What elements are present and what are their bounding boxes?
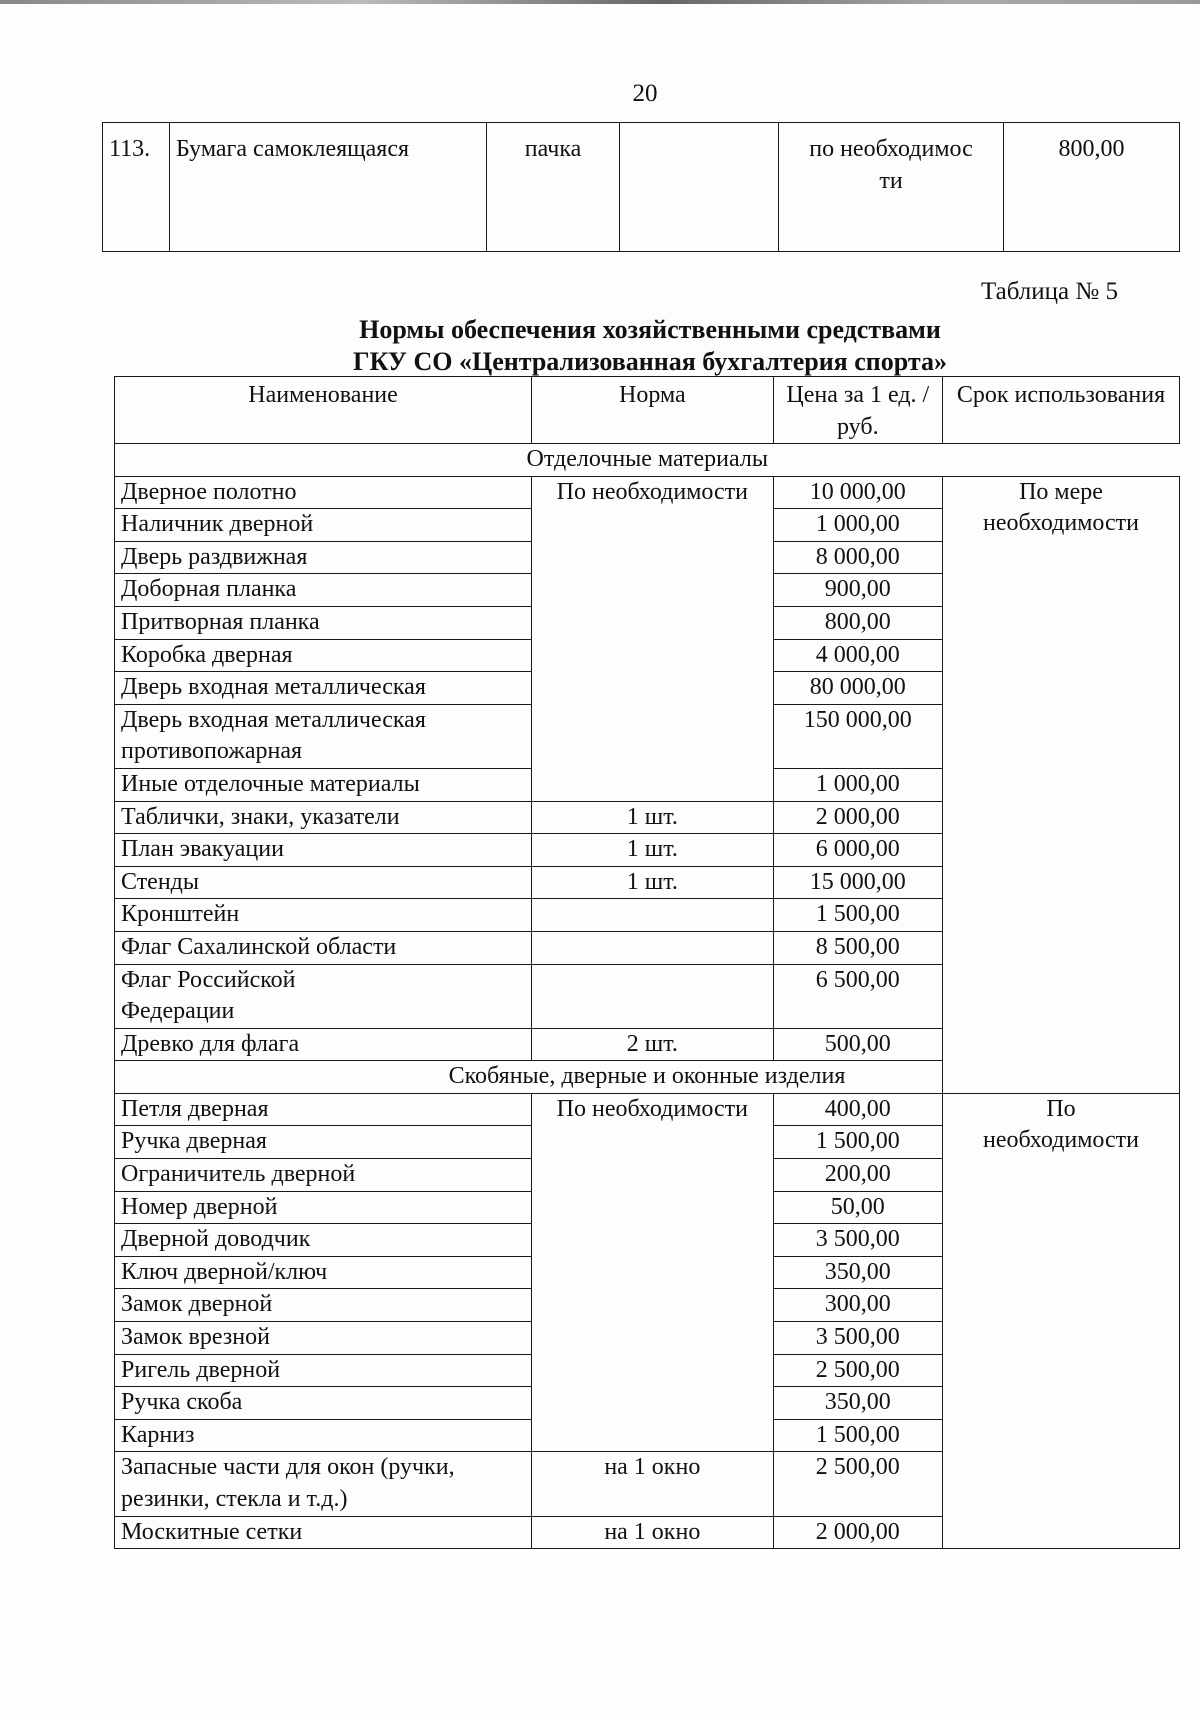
header-norm: Норма <box>532 377 774 444</box>
item-name: Ручка скоба <box>115 1387 532 1420</box>
item-price: 150 000,00 <box>773 704 942 768</box>
item-name: Доборная планка <box>115 574 532 607</box>
item-norm: 1 шт. <box>532 834 774 867</box>
item-price: 800,00 <box>773 606 942 639</box>
item-name: Дверь входная металлическая <box>115 672 532 705</box>
item-price: 6 500,00 <box>773 964 942 1028</box>
item-norm: По необходимости <box>532 476 774 801</box>
item-name: Номер дверной <box>115 1191 532 1224</box>
item-name: Таблички, знаки, указатели <box>115 801 532 834</box>
section-term: По необходимости <box>943 1093 1180 1548</box>
item-name: Флаг Сахалинской области <box>115 931 532 964</box>
section-header <box>115 1061 1180 1094</box>
item-price: 3 500,00 <box>773 1224 942 1257</box>
header-price: Цена за 1 ед. / руб. <box>773 377 942 444</box>
item-price: 500,00 <box>773 1028 942 1061</box>
item-name: Коробка дверная <box>115 639 532 672</box>
item-price: 6 000,00 <box>773 834 942 867</box>
section-title: Отделочные материалы <box>115 444 1180 477</box>
item-norm <box>532 931 774 964</box>
item-name: Москитные сетки <box>115 1516 532 1549</box>
item-norm: 2 шт. <box>532 1028 774 1061</box>
header-name: Наименование <box>115 377 532 444</box>
item-price: 350,00 <box>773 1387 942 1420</box>
item-norm: 1 шт. <box>532 866 774 899</box>
item-name: Дверь раздвижная <box>115 541 532 574</box>
item-price: 4 000,00 <box>773 639 942 672</box>
item-name: План эвакуации <box>115 834 532 867</box>
item-norm: на 1 окно <box>532 1516 774 1549</box>
item-name: Ограничитель дверной <box>115 1159 532 1192</box>
item-price: 400,00 <box>773 1093 942 1126</box>
item-name: Наличник дверной <box>115 509 532 542</box>
item-name: Дверь входная металлическая противопожарная <box>115 704 532 768</box>
header-term: Срок использования <box>943 377 1180 444</box>
item-name: Дверное полотно <box>115 476 532 509</box>
item-name: Флаг Российской Федерации <box>115 964 532 1028</box>
item-norm: По необходимости <box>532 1093 774 1452</box>
item-price: 2 500,00 <box>773 1452 942 1516</box>
item-price: 10 000,00 <box>773 476 942 509</box>
table-caption: Таблица № 5 <box>980 278 1118 305</box>
item-name: Иные отделочные материалы <box>115 768 532 801</box>
table-row <box>115 1093 1180 1126</box>
item-price: 50,00 <box>773 1191 942 1224</box>
item-price: 15 000,00 <box>773 866 942 899</box>
item-price: 2 000,00 <box>773 1516 942 1549</box>
item-name: Ручка дверная <box>115 1126 532 1159</box>
item-unit: пачка <box>487 123 620 252</box>
page-number: 20 <box>632 80 658 107</box>
item-price: 8 000,00 <box>773 541 942 574</box>
table-header-row <box>115 377 1180 444</box>
item-norm: 1 шт. <box>532 801 774 834</box>
row-number: 113. <box>103 123 170 252</box>
table-title-line-2: ГКУ СО «Централизованная бухгалтерия спорта» <box>353 347 947 376</box>
section-header <box>115 444 1180 477</box>
item-name: Петля дверная <box>115 1093 532 1126</box>
item-name: Притворная планка <box>115 606 532 639</box>
item-norm: по необходимос ти <box>779 123 1004 252</box>
item-price: 1 500,00 <box>773 899 942 932</box>
item-name: Ключ дверной/ключ <box>115 1256 532 1289</box>
item-price: 1 500,00 <box>773 1419 942 1452</box>
item-norm <box>532 899 774 932</box>
table-row <box>103 123 1180 252</box>
section-term: По мере необходимости <box>943 476 1180 1093</box>
table-title-line-1: Нормы обеспечения хозяйственными средствами <box>359 315 941 344</box>
item-price: 2 500,00 <box>773 1354 942 1387</box>
item-name: Запасные части для окон (ручки, резинки, стекла и т.д.) <box>115 1452 532 1516</box>
item-name: Ригель дверной <box>115 1354 532 1387</box>
item-norm <box>532 964 774 1028</box>
item-price: 8 500,00 <box>773 931 942 964</box>
item-price: 1 000,00 <box>773 768 942 801</box>
item-price: 350,00 <box>773 1256 942 1289</box>
item-price: 200,00 <box>773 1159 942 1192</box>
item-name: Кронштейн <box>115 899 532 932</box>
item-price: 1 500,00 <box>773 1126 942 1159</box>
continuation-table <box>102 122 1180 252</box>
norms-table <box>114 376 1180 1549</box>
table-row <box>115 476 1180 509</box>
item-price: 1 000,00 <box>773 509 942 542</box>
item-name: Бумага самоклеящаяся <box>170 123 487 252</box>
item-price: 800,00 <box>1004 123 1180 252</box>
item-name: Стенды <box>115 866 532 899</box>
item-price: 3 500,00 <box>773 1322 942 1355</box>
item-norm: на 1 окно <box>532 1452 774 1516</box>
section-title: Скобяные, дверные и оконные изделия <box>115 1061 1180 1094</box>
item-name: Замок дверной <box>115 1289 532 1322</box>
item-qty <box>620 123 779 252</box>
item-name: Карниз <box>115 1419 532 1452</box>
item-price: 900,00 <box>773 574 942 607</box>
scan-edge <box>0 0 1200 4</box>
item-price: 2 000,00 <box>773 801 942 834</box>
item-name: Древко для флага <box>115 1028 532 1061</box>
item-price: 300,00 <box>773 1289 942 1322</box>
item-price: 80 000,00 <box>773 672 942 705</box>
item-name: Дверной доводчик <box>115 1224 532 1257</box>
item-name: Замок врезной <box>115 1322 532 1355</box>
